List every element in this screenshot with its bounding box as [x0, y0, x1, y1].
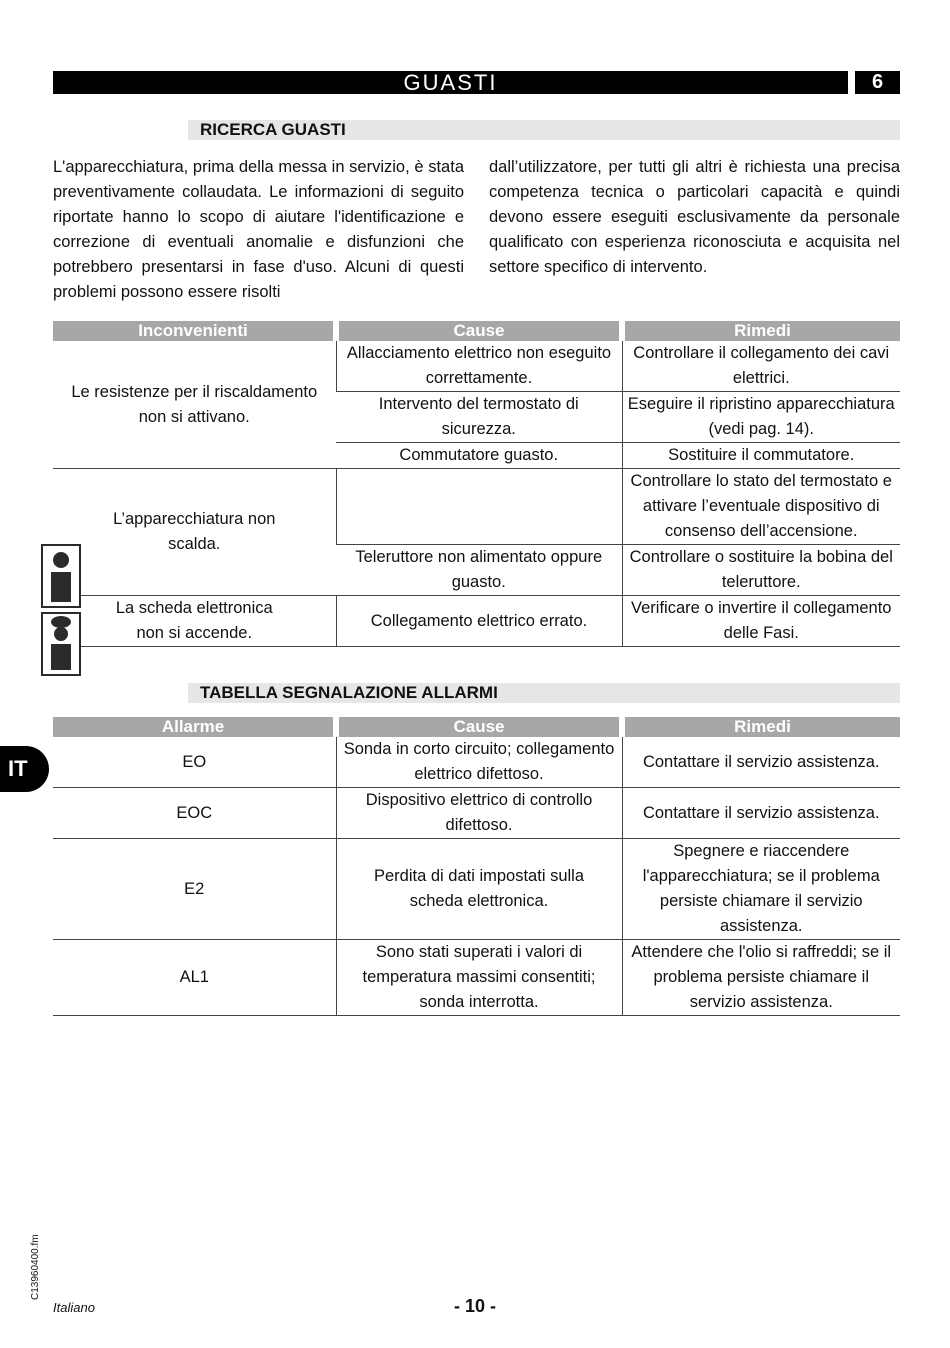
table-row	[53, 788, 900, 839]
alarm-code: EO	[53, 737, 336, 788]
cause-cell	[336, 469, 622, 545]
table-row	[53, 737, 900, 788]
remedy-cell: Controllare lo stato del termostato e attivare l’eventuale dispositivo di consenso dell’accensione.	[622, 469, 900, 545]
cause-cell: Dispositivo elettrico di controllo difettoso.	[336, 788, 622, 839]
section-title-tabella-allarmi: TABELLA SEGNALAZIONE ALLARMI	[188, 683, 900, 703]
header-rimedi: Rimedi	[622, 717, 900, 737]
cause-cell: Sono stati superati i valori di temperatura massimi consentiti; sonda interrotta.	[336, 940, 622, 1016]
cause-cell: Collegamento elettrico errato.	[336, 596, 622, 647]
cause-cell: Allacciamento elettrico non eseguito correttamente.	[336, 341, 622, 392]
page-header-title: GUASTI	[53, 71, 848, 94]
header-cause: Cause	[336, 717, 622, 737]
cause-cell: Teleruttore non alimentato oppure guasto.	[336, 545, 622, 596]
table-header-row	[53, 321, 900, 341]
header-rimedi: Rimedi	[622, 321, 900, 341]
table-row	[53, 596, 900, 647]
cause-cell: Commutatore guasto.	[336, 443, 622, 469]
header-inconvenienti: Inconvenienti	[53, 321, 336, 341]
alarm-code: AL1	[53, 940, 336, 1016]
cause-cell: Intervento del termostato di sicurezza.	[336, 392, 622, 443]
table-row	[53, 469, 900, 545]
remedy-cell: Contattare il servizio assistenza.	[622, 788, 900, 839]
alarm-table	[53, 717, 900, 1016]
page-number: - 10 -	[453, 1296, 496, 1316]
file-reference: C13960400.fm	[30, 1234, 41, 1300]
cause-cell: Sonda in corto circuito; collegamento elettrico difettoso.	[336, 737, 622, 788]
alarm-code: EOC	[53, 788, 336, 839]
troubleshooting-table	[53, 321, 900, 647]
table-row	[53, 341, 900, 392]
remedy-cell: Contattare il servizio assistenza.	[622, 737, 900, 788]
remedy-cell: Controllare il collegamento dei cavi elettrici.	[622, 341, 900, 392]
table-row	[53, 940, 900, 1016]
footer-language: Italiano	[53, 1300, 95, 1315]
technician-icon	[41, 544, 81, 608]
remedy-cell: Controllare o sostituire la bobina del teleruttore.	[622, 545, 900, 596]
problem-cell: La scheda elettronica non si accende.	[53, 596, 336, 647]
header-cause: Cause	[336, 321, 622, 341]
alarm-code: E2	[53, 839, 336, 940]
chef-icon	[41, 612, 81, 676]
section-title-ricerca-guasti: RICERCA GUASTI	[188, 120, 900, 140]
intro-column-right: dall’utilizzatore, per tutti gli altri è richiesta una precisa competenza tecnica o particolari capacità e quindi devono essere eseguiti esclusivamente da personale qualificato con esperienza riconosciuta e acquisita nel settore specifico di intervento.	[489, 158, 900, 276]
intro-column-left: L'apparecchiatura, prima della messa in servizio, è stata preventivamente collaudata. Le informazioni di seguito riportate hanno lo scopo di aiutare l'identificazione e correzione di eventuali anomalie e disfunzioni che potrebbero presentarsi in fase d'uso. Alcuni di questi problemi possono essere risolti	[53, 158, 464, 301]
table-header-row	[53, 717, 900, 737]
remedy-cell: Verificare o invertire il collegamento delle Fasi.	[622, 596, 900, 647]
table-row	[53, 839, 900, 940]
language-tab: IT	[0, 746, 49, 792]
remedy-cell: Spegnere e riaccendere l'apparecchiatura; se il problema persiste chiamare il servizio assistenza.	[622, 839, 900, 940]
cause-cell: Perdita di dati impostati sulla scheda elettronica.	[336, 839, 622, 940]
header-allarme: Allarme	[53, 717, 336, 737]
problem-cell: L’apparecchiatura non scalda.	[53, 469, 336, 596]
remedy-cell: Eseguire il ripristino apparecchiatura (vedi pag. 14).	[622, 392, 900, 443]
remedy-cell: Attendere che l'olio si raffreddi; se il problema persiste chiamare il servizio assistenza.	[622, 940, 900, 1016]
problem-cell: Le resistenze per il riscaldamento non si attivano.	[53, 341, 336, 469]
chapter-number: 6	[855, 71, 900, 94]
remedy-cell: Sostituire il commutatore.	[622, 443, 900, 469]
